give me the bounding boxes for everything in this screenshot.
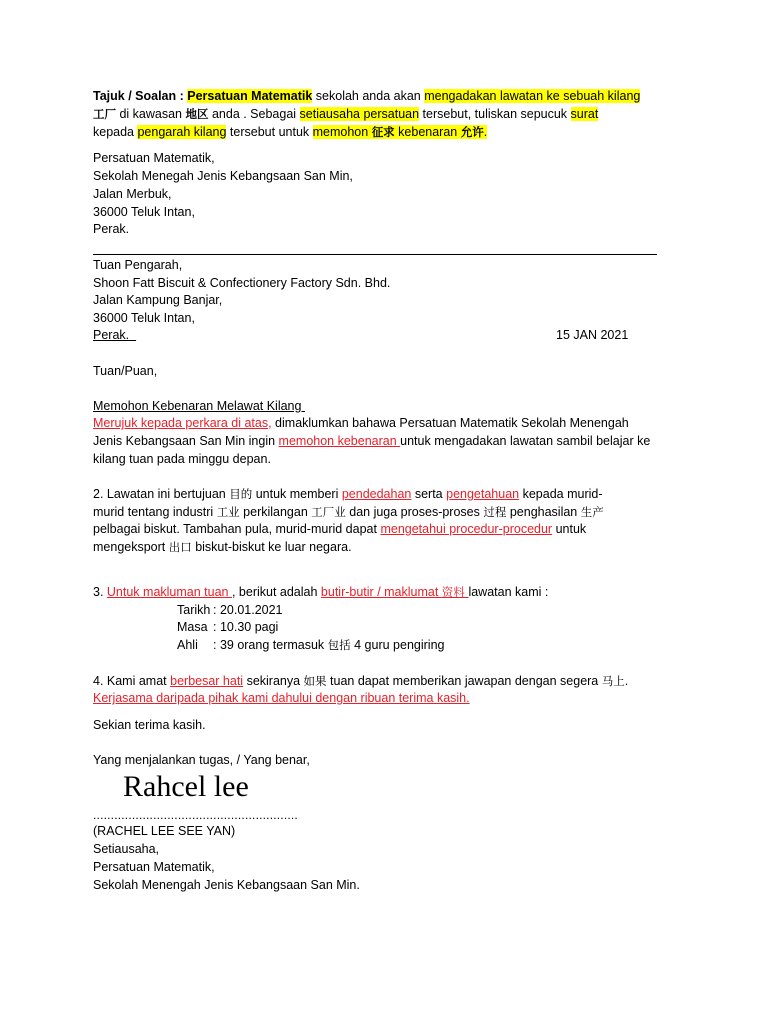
cjk-text: 马上 bbox=[601, 674, 625, 688]
body-text: untuk memberi bbox=[252, 487, 342, 501]
question-line-1 bbox=[93, 88, 640, 104]
body-text: murid tentang industri bbox=[93, 505, 217, 519]
highlight-text: kebenaran bbox=[394, 125, 461, 139]
cjk-text: 工厂 bbox=[93, 107, 116, 121]
body-text: serta bbox=[411, 487, 447, 501]
body-text: dan juga proses-proses bbox=[345, 505, 484, 519]
body-text: dimaklumkan bahawa Persatuan Matematik Sekolah Menengah bbox=[271, 416, 629, 430]
body-text: sekiranya bbox=[243, 674, 304, 688]
body-text: untuk mengadakan lawatan sambil belajar ke bbox=[400, 434, 651, 448]
body-text: pelbagai biskut. Tambahan pula, murid-murid dapat bbox=[93, 522, 381, 536]
body-text: , berikut adalah bbox=[231, 585, 321, 599]
body-text: lawatan kami : bbox=[468, 585, 549, 599]
body-text: Jenis Kebangsaan San Min ingin bbox=[93, 434, 279, 448]
detail-value: : 39 orang termasuk bbox=[213, 638, 328, 652]
highlight-text: mengadakan lawatan ke sebuah kilang bbox=[424, 89, 641, 103]
cjk-text: 地区 bbox=[185, 107, 209, 121]
cjk-text: 目的 bbox=[229, 487, 253, 501]
red-keyword: Untuk makluman tuan bbox=[106, 585, 232, 599]
yours-faithfully: Yang menjalankan tugas, / Yang benar, bbox=[93, 753, 310, 767]
question-text: anda . Sebagai bbox=[208, 107, 300, 121]
recipient-line: Shoon Fatt Biscuit & Confectionery Factory Sdn. Bhd. bbox=[93, 276, 391, 290]
paragraph-4-line bbox=[93, 690, 470, 706]
red-keyword: Merujuk kepada perkara di atas, bbox=[93, 416, 272, 430]
question-text: di kawasan bbox=[116, 107, 186, 121]
highlight-text: memohon bbox=[312, 125, 372, 139]
red-keyword: pendedahan bbox=[341, 487, 412, 501]
signer-line: Persatuan Matematik, bbox=[93, 860, 215, 874]
detail-value: : 20.01.2021 bbox=[213, 603, 283, 617]
signer-line: Setiausaha, bbox=[93, 842, 160, 856]
body-text: perkilangan bbox=[239, 505, 312, 519]
body-text: 2. Lawatan ini bertujuan bbox=[93, 487, 230, 501]
sender-line: Sekolah Menegah Jenis Kebangsaan San Min, bbox=[93, 169, 353, 183]
paragraph-2-line bbox=[93, 539, 352, 555]
detail-value: : 10.30 pagi bbox=[213, 620, 279, 634]
body-text: 3. bbox=[93, 585, 107, 599]
question-text: Soalan : bbox=[131, 89, 188, 103]
body-text: biskut-biskut ke luar negara. bbox=[191, 540, 352, 554]
body-text: . bbox=[624, 674, 629, 688]
recipient-line bbox=[93, 327, 136, 343]
letter-date: 15 JAN 2021 bbox=[556, 328, 629, 342]
recipient-state: Perak. bbox=[93, 328, 130, 342]
highlight-text: Persatuan Matematik bbox=[187, 89, 313, 103]
detail-row bbox=[177, 602, 283, 618]
body-text: 4. Kami amat bbox=[93, 674, 171, 688]
highlight-cjk-text: 征求 bbox=[371, 125, 395, 139]
detail-label: Masa bbox=[177, 620, 208, 634]
cjk-text: 包括 bbox=[327, 638, 351, 652]
red-keyword: butir-butir / maklumat bbox=[320, 585, 442, 599]
paragraph-1-line bbox=[93, 415, 629, 431]
cjk-text: 如果 bbox=[303, 674, 327, 688]
question-line-3 bbox=[93, 124, 487, 140]
highlight-text: surat bbox=[570, 107, 599, 121]
question-text: Tajuk bbox=[93, 89, 129, 103]
paragraph-3-line bbox=[93, 584, 548, 600]
red-keyword: berbesar hati bbox=[170, 674, 244, 688]
detail-value: 4 guru pengiring bbox=[350, 638, 445, 652]
signature-dotted-line: .......................................................... bbox=[93, 808, 298, 822]
body-text: tuan dapat memberikan jawapan dengan segera bbox=[326, 674, 602, 688]
sender-line: Jalan Merbuk, bbox=[93, 187, 172, 201]
highlight-text: . bbox=[483, 125, 488, 139]
question-text: kepada bbox=[93, 125, 138, 139]
recipient-line: Tuan Pengarah, bbox=[93, 258, 183, 272]
closing-text: Sekian terima kasih. bbox=[93, 718, 206, 732]
sender-line: 36000 Teluk Intan, bbox=[93, 205, 195, 219]
red-keyword: Kerjasama daripada pihak kami dahului dengan ribuan terima kasih. bbox=[93, 691, 470, 705]
detail-label: Ahli bbox=[177, 638, 198, 652]
paragraph-4-line bbox=[93, 673, 628, 689]
cjk-text: 过程 bbox=[483, 505, 507, 519]
subject-line bbox=[93, 398, 305, 414]
red-cjk-keyword: 资料 bbox=[441, 585, 469, 599]
paragraph-1-line: kilang tuan pada minggu depan. bbox=[93, 452, 271, 466]
question-text: / bbox=[128, 89, 132, 103]
cjk-text: 工厂业 bbox=[311, 505, 346, 519]
recipient-line: 36000 Teluk Intan, bbox=[93, 311, 195, 325]
body-text: mengeksport bbox=[93, 540, 169, 554]
signer-line: (RACHEL LEE SEE YAN) bbox=[93, 824, 236, 838]
body-text: penghasilan bbox=[506, 505, 581, 519]
salutation: Tuan/Puan, bbox=[93, 364, 158, 378]
question-text: tersebut, tuliskan sepucuk bbox=[419, 107, 571, 121]
cjk-text: 工业 bbox=[216, 505, 240, 519]
sender-line: Persatuan Matematik, bbox=[93, 151, 215, 165]
question-line-2 bbox=[93, 106, 598, 122]
cjk-text: 生产 bbox=[580, 505, 604, 519]
detail-row bbox=[177, 637, 444, 653]
divider-line bbox=[93, 254, 657, 255]
sender-line: Perak. bbox=[93, 222, 130, 236]
highlight-cjk-text: 允许 bbox=[460, 125, 484, 139]
detail-label: Tarikh bbox=[177, 603, 211, 617]
signature: Rahcel lee bbox=[123, 770, 249, 803]
red-keyword: memohon kebenaran bbox=[278, 434, 401, 448]
question-text: tersebut untuk bbox=[226, 125, 313, 139]
recipient-line: Jalan Kampung Banjar, bbox=[93, 293, 223, 307]
paragraph-2-line bbox=[93, 486, 603, 502]
body-text: untuk bbox=[552, 522, 587, 536]
red-keyword: pengetahuan bbox=[446, 487, 520, 501]
cjk-text: 出口 bbox=[168, 540, 192, 554]
red-keyword: mengetahui procedur-procedur bbox=[380, 522, 553, 536]
paragraph-2-line bbox=[93, 504, 604, 520]
highlight-text: setiausaha persatuan bbox=[299, 107, 420, 121]
highlight-text: pengarah kilang bbox=[137, 125, 227, 139]
signer-line: Sekolah Menengah Jenis Kebangsaan San Min. bbox=[93, 878, 360, 892]
detail-row bbox=[177, 619, 278, 635]
body-text: kepada murid- bbox=[519, 487, 603, 501]
paragraph-2-line bbox=[93, 521, 586, 537]
question-text: sekolah anda akan bbox=[312, 89, 425, 103]
paragraph-1-line bbox=[93, 433, 650, 449]
subject-text: Memohon Kebenaran Melawat Kilang bbox=[93, 399, 302, 413]
